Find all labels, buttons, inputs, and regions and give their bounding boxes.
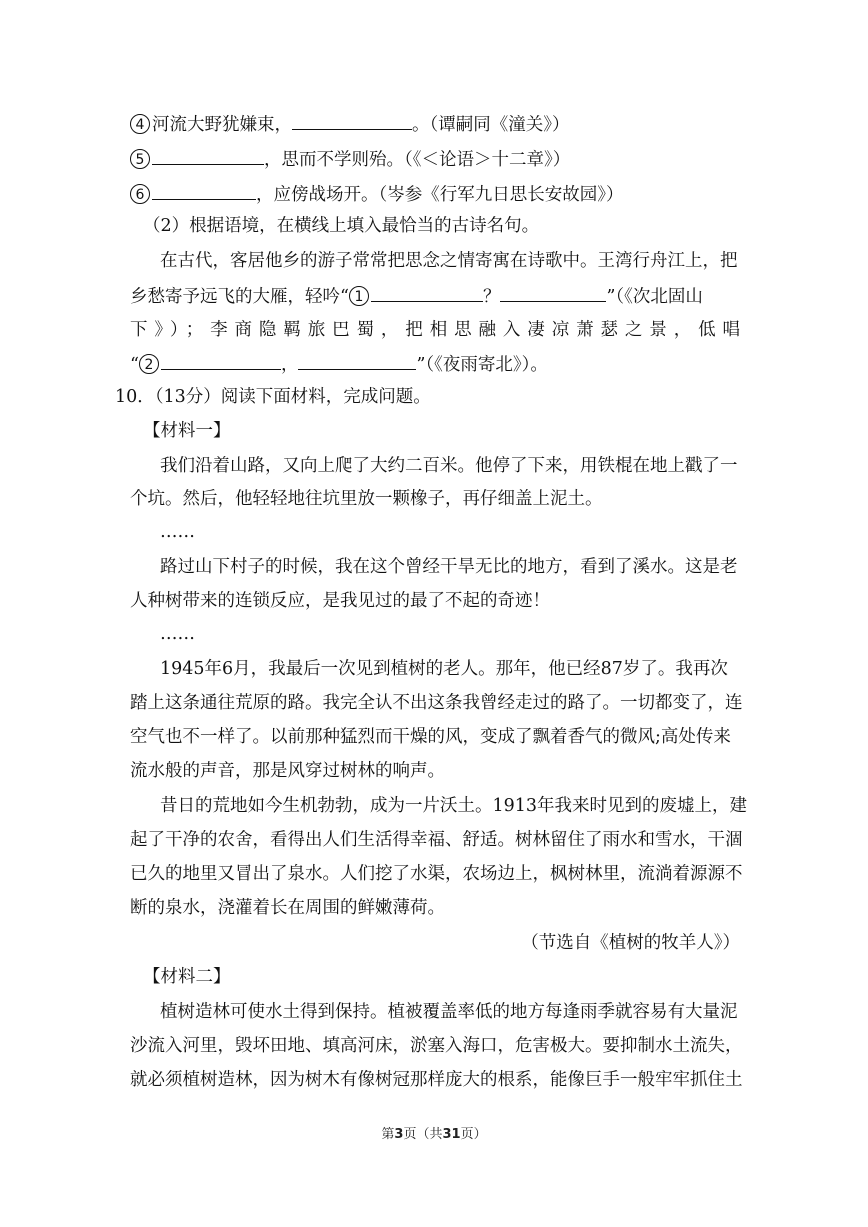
answer-blank-item6[interactable]: [152, 181, 256, 200]
circled-number-5: 5: [130, 149, 150, 169]
m1-p4-line4: 断的泉水，浇灌着长在周围的鲜嫩薄荷。: [130, 898, 445, 918]
m1-p3-line3: 空气也不一样了。以前那种猛烈而干燥的风，变成了飘着香气的微风;高处传来: [130, 727, 731, 747]
question-10-header: 10．（13分）阅读下面材料，完成问题。: [115, 387, 431, 407]
m1-p1-line2: 个坑。然后，他轻轻地往坑里放一颗橡子，再仔细盖上泥土。: [130, 489, 603, 509]
ellipsis-2: ……: [160, 624, 195, 644]
context-line-1: 在古代，客居他乡的游子常常把思念之情寄寓在诗歌中。王湾行舟江上，把: [160, 251, 738, 271]
m1-p3-line1: 1945年6月，我最后一次见到植树的老人。那年，他已经87岁了。我再次: [160, 659, 728, 679]
answer-blank-context-2a[interactable]: [161, 351, 281, 370]
circled-number-6: 6: [130, 184, 150, 204]
m1-p3-line4: 流水般的声音，那是风穿过树林的响声。: [130, 761, 445, 781]
recitation-item-5: [130, 146, 740, 172]
footer-prefix: 第: [381, 1127, 395, 1142]
m2-line1: 植树造林可使水土得到保持。植被覆盖率低的地方每逢雨季就容易有大量泥: [160, 1002, 738, 1022]
m1-p2-line2: 人种树带来的连锁反应，是我见过的最了不起的奇迹！: [130, 591, 550, 611]
circled-number-2: 2: [139, 354, 159, 374]
material-1-source: （节选自《植树的牧羊人》）: [521, 933, 740, 953]
answer-blank-item4[interactable]: [292, 111, 412, 130]
footer-middle: 页（共: [403, 1127, 443, 1142]
m2-line3: 就必须植树造林，因为树木有像树冠那样庞大的根系，能像巨手一般牢牢抓住土: [130, 1070, 743, 1090]
item4-source: 。（谭嗣同《潼关》）: [412, 115, 570, 135]
context-line-4: [130, 351, 740, 377]
current-page-number: 3: [394, 1127, 404, 1142]
circled-number-4: 4: [130, 114, 150, 134]
answer-blank-context-1b[interactable]: [500, 283, 606, 302]
circled-number-1: 1: [349, 286, 369, 306]
question-mark: ？: [482, 287, 501, 307]
m1-p4-line2: 起了干净的农舍，看得出人们生活得幸福、舒适。树林留住了雨水和雪水，干涸: [130, 830, 743, 850]
item5-source: ，思而不学则殆。（《＜论语＞十二章》）: [264, 150, 571, 170]
context-line2-source: ”（《次北固山: [606, 287, 703, 307]
context-line4-source: ”（《夜雨寄北》）。: [416, 355, 548, 375]
item4-text-before: 河流大野犹嫌束，: [152, 115, 292, 135]
recitation-item-4: [130, 111, 740, 137]
comma: ，: [280, 355, 299, 375]
answer-blank-context-2b[interactable]: [298, 351, 416, 370]
context-line2-text: 乡愁寄予远飞的大雁，轻吟“: [130, 287, 349, 307]
ellipsis-1: ……: [160, 522, 195, 542]
answer-blank-context-1a[interactable]: [371, 283, 483, 302]
m1-p4-line3: 已久的地里又冒出了泉水。人们挖了水渠，农场边上，枫树林里，流淌着源源不: [130, 864, 743, 884]
open-quote: “: [130, 355, 139, 375]
page-footer: [0, 1123, 868, 1142]
m1-p4-line1: 昔日的荒地如今生机勃勃，成为一片沃土。1913年我来时见到的废墟上，建: [160, 796, 748, 816]
material-2-title: 【材料二】: [143, 967, 231, 987]
total-pages: 31: [442, 1127, 461, 1142]
material-1-title: 【材料一】: [143, 421, 231, 441]
recitation-item-6: [130, 181, 740, 207]
m2-line2: 沙流入河里，毁坏田地、填高河床，淤塞入海口，危害极大。要抑制水土流失，: [130, 1036, 743, 1056]
part2-prompt: （2）根据语境，在横线上填入最恰当的古诗名句。: [143, 216, 540, 236]
footer-suffix: 页）: [460, 1127, 487, 1142]
item6-source: ，应傍战场开。（岑参《行军九日思长安故园》）: [256, 185, 624, 205]
m1-p2-line1: 路过山下村子的时候，我在这个曾经干旱无比的地方，看到了溪水。这是老: [160, 557, 738, 577]
answer-blank-item5[interactable]: [152, 146, 264, 165]
m1-p1-line1: 我们沿着山路，又向上爬了大约二百米。他停了下来，用铁棍在地上戳了一: [160, 456, 738, 476]
m1-p3-line2: 踏上这条通往荒原的路。我完全认不出这条我曾经走过的路了。一切都变了，连: [130, 693, 743, 713]
context-line-3: 下》）；李商隐羁旅巴蜀，把相思融入凄凉萧瑟之景，低唱: [130, 320, 740, 340]
context-line-2: [130, 283, 740, 309]
